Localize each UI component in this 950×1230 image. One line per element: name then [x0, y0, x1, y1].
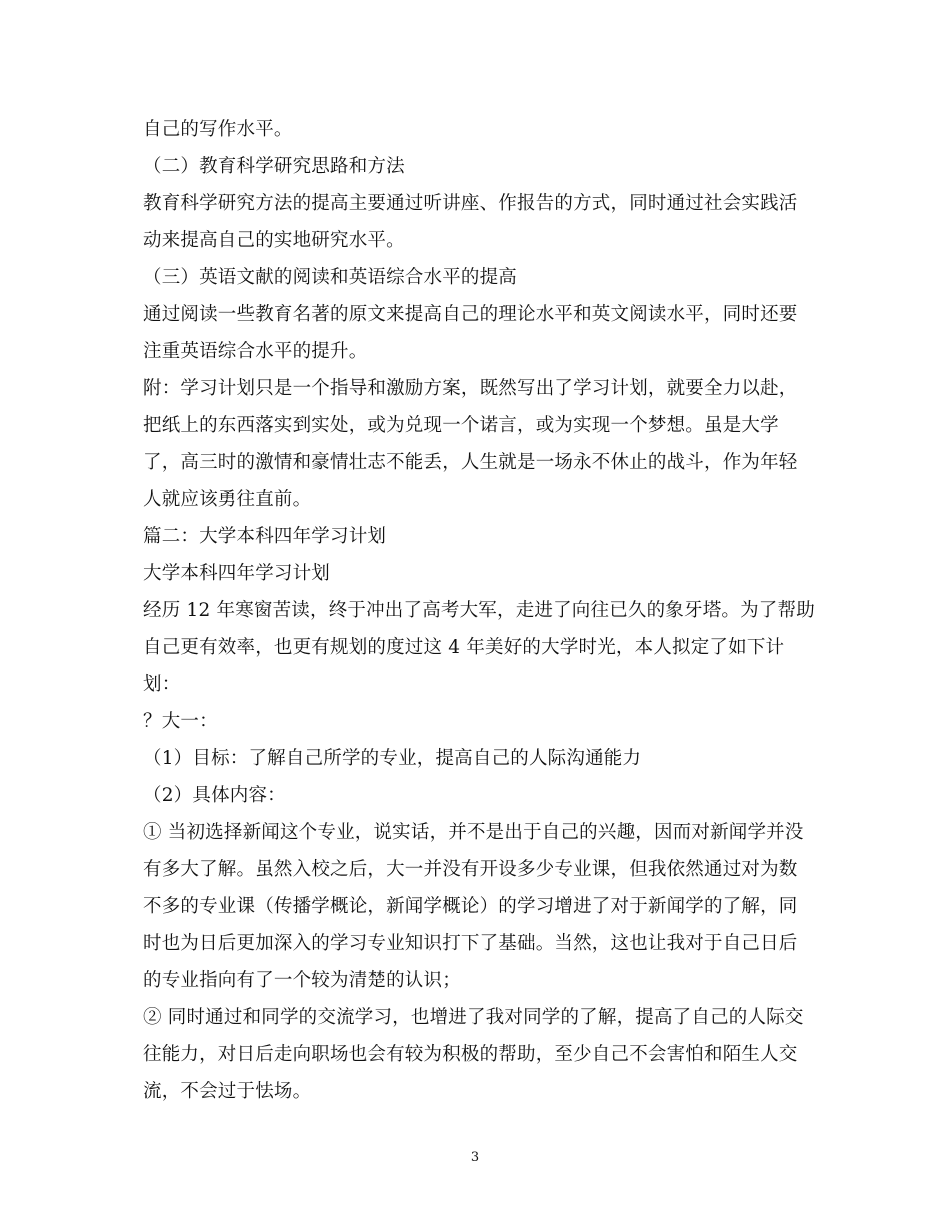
text-line: 人就应该勇往直前。	[143, 489, 312, 510]
text-line: 把纸上的东西落实到实处，或为兑现一个诺言，或为实现一个梦想。虽是大学	[143, 415, 779, 436]
section-heading: （三）英语文献的阅读和英语综合水平的提高	[143, 267, 518, 288]
text-line: 不多的专业课（传播学概论，新闻学概论）的学习增进了对于新闻学的了解，同	[143, 896, 798, 917]
text-line: 了，高三时的激情和豪情壮志不能丢，人生就是一场永不休止的战斗，作为年轻	[143, 452, 798, 473]
chapter-heading: 篇二：大学本科四年学习计划	[143, 526, 387, 547]
text-line: 划：	[143, 674, 181, 695]
text-line: （2）具体内容：	[143, 785, 286, 806]
text-line: （1）目标：了解自己所学的专业，提高自己的人际沟通能力	[143, 748, 642, 769]
text-line: 动来提高自己的实地研究水平。	[143, 230, 405, 251]
text-line: 时也为日后更加深入的学习专业知识打下了基础。当然，这也让我对于自己日后	[143, 933, 798, 954]
text-line: 附：学习计划只是一个指导和激励方案，既然写出了学习计划，就要全力以赴，	[143, 378, 798, 399]
text-line: 注重英语综合水平的提升。	[143, 341, 368, 362]
text-line: 的专业指向有了一个较为清楚的认识；	[143, 970, 461, 991]
text-line: 流，不会过于怯场。	[143, 1081, 312, 1102]
text-line: 教育科学研究方法的提高主要通过听讲座、作报告的方式，同时通过社会实践活	[143, 193, 798, 214]
text-line: 自己更有效率，也更有规划的度过这 4 年美好的大学时光，本人拟定了如下计	[143, 637, 785, 658]
text-line: 经历 12 年寒窗苦读，终于冲出了高考大军，走进了向往已久的象牙塔。为了帮助	[143, 600, 815, 621]
text-line: ② 同时通过和同学的交流学习，也增进了我对同学的了解，提高了自己的人际交	[143, 1007, 804, 1028]
list-heading: ？大一：	[143, 711, 218, 732]
section-heading: （二）教育科学研究思路和方法	[143, 156, 405, 177]
chapter-title: 大学本科四年学习计划	[143, 563, 331, 584]
text-line: 往能力，对日后走向职场也会有较为积极的帮助，至少自己不会害怕和陌生人交	[143, 1044, 798, 1065]
text-line: 有多大了解。虽然入校之后，大一并没有开设多少专业课，但我依然通过对为数	[143, 859, 798, 880]
text-line: 通过阅读一些教育名著的原文来提高自己的理论水平和英文阅读水平，同时还要	[143, 304, 798, 325]
page-number: 3	[470, 1150, 480, 1165]
text-line: ① 当初选择新闻这个专业，说实话，并不是出于自己的兴趣，因而对新闻学并没	[143, 822, 804, 843]
text-line: 自己的写作水平。	[143, 119, 293, 140]
